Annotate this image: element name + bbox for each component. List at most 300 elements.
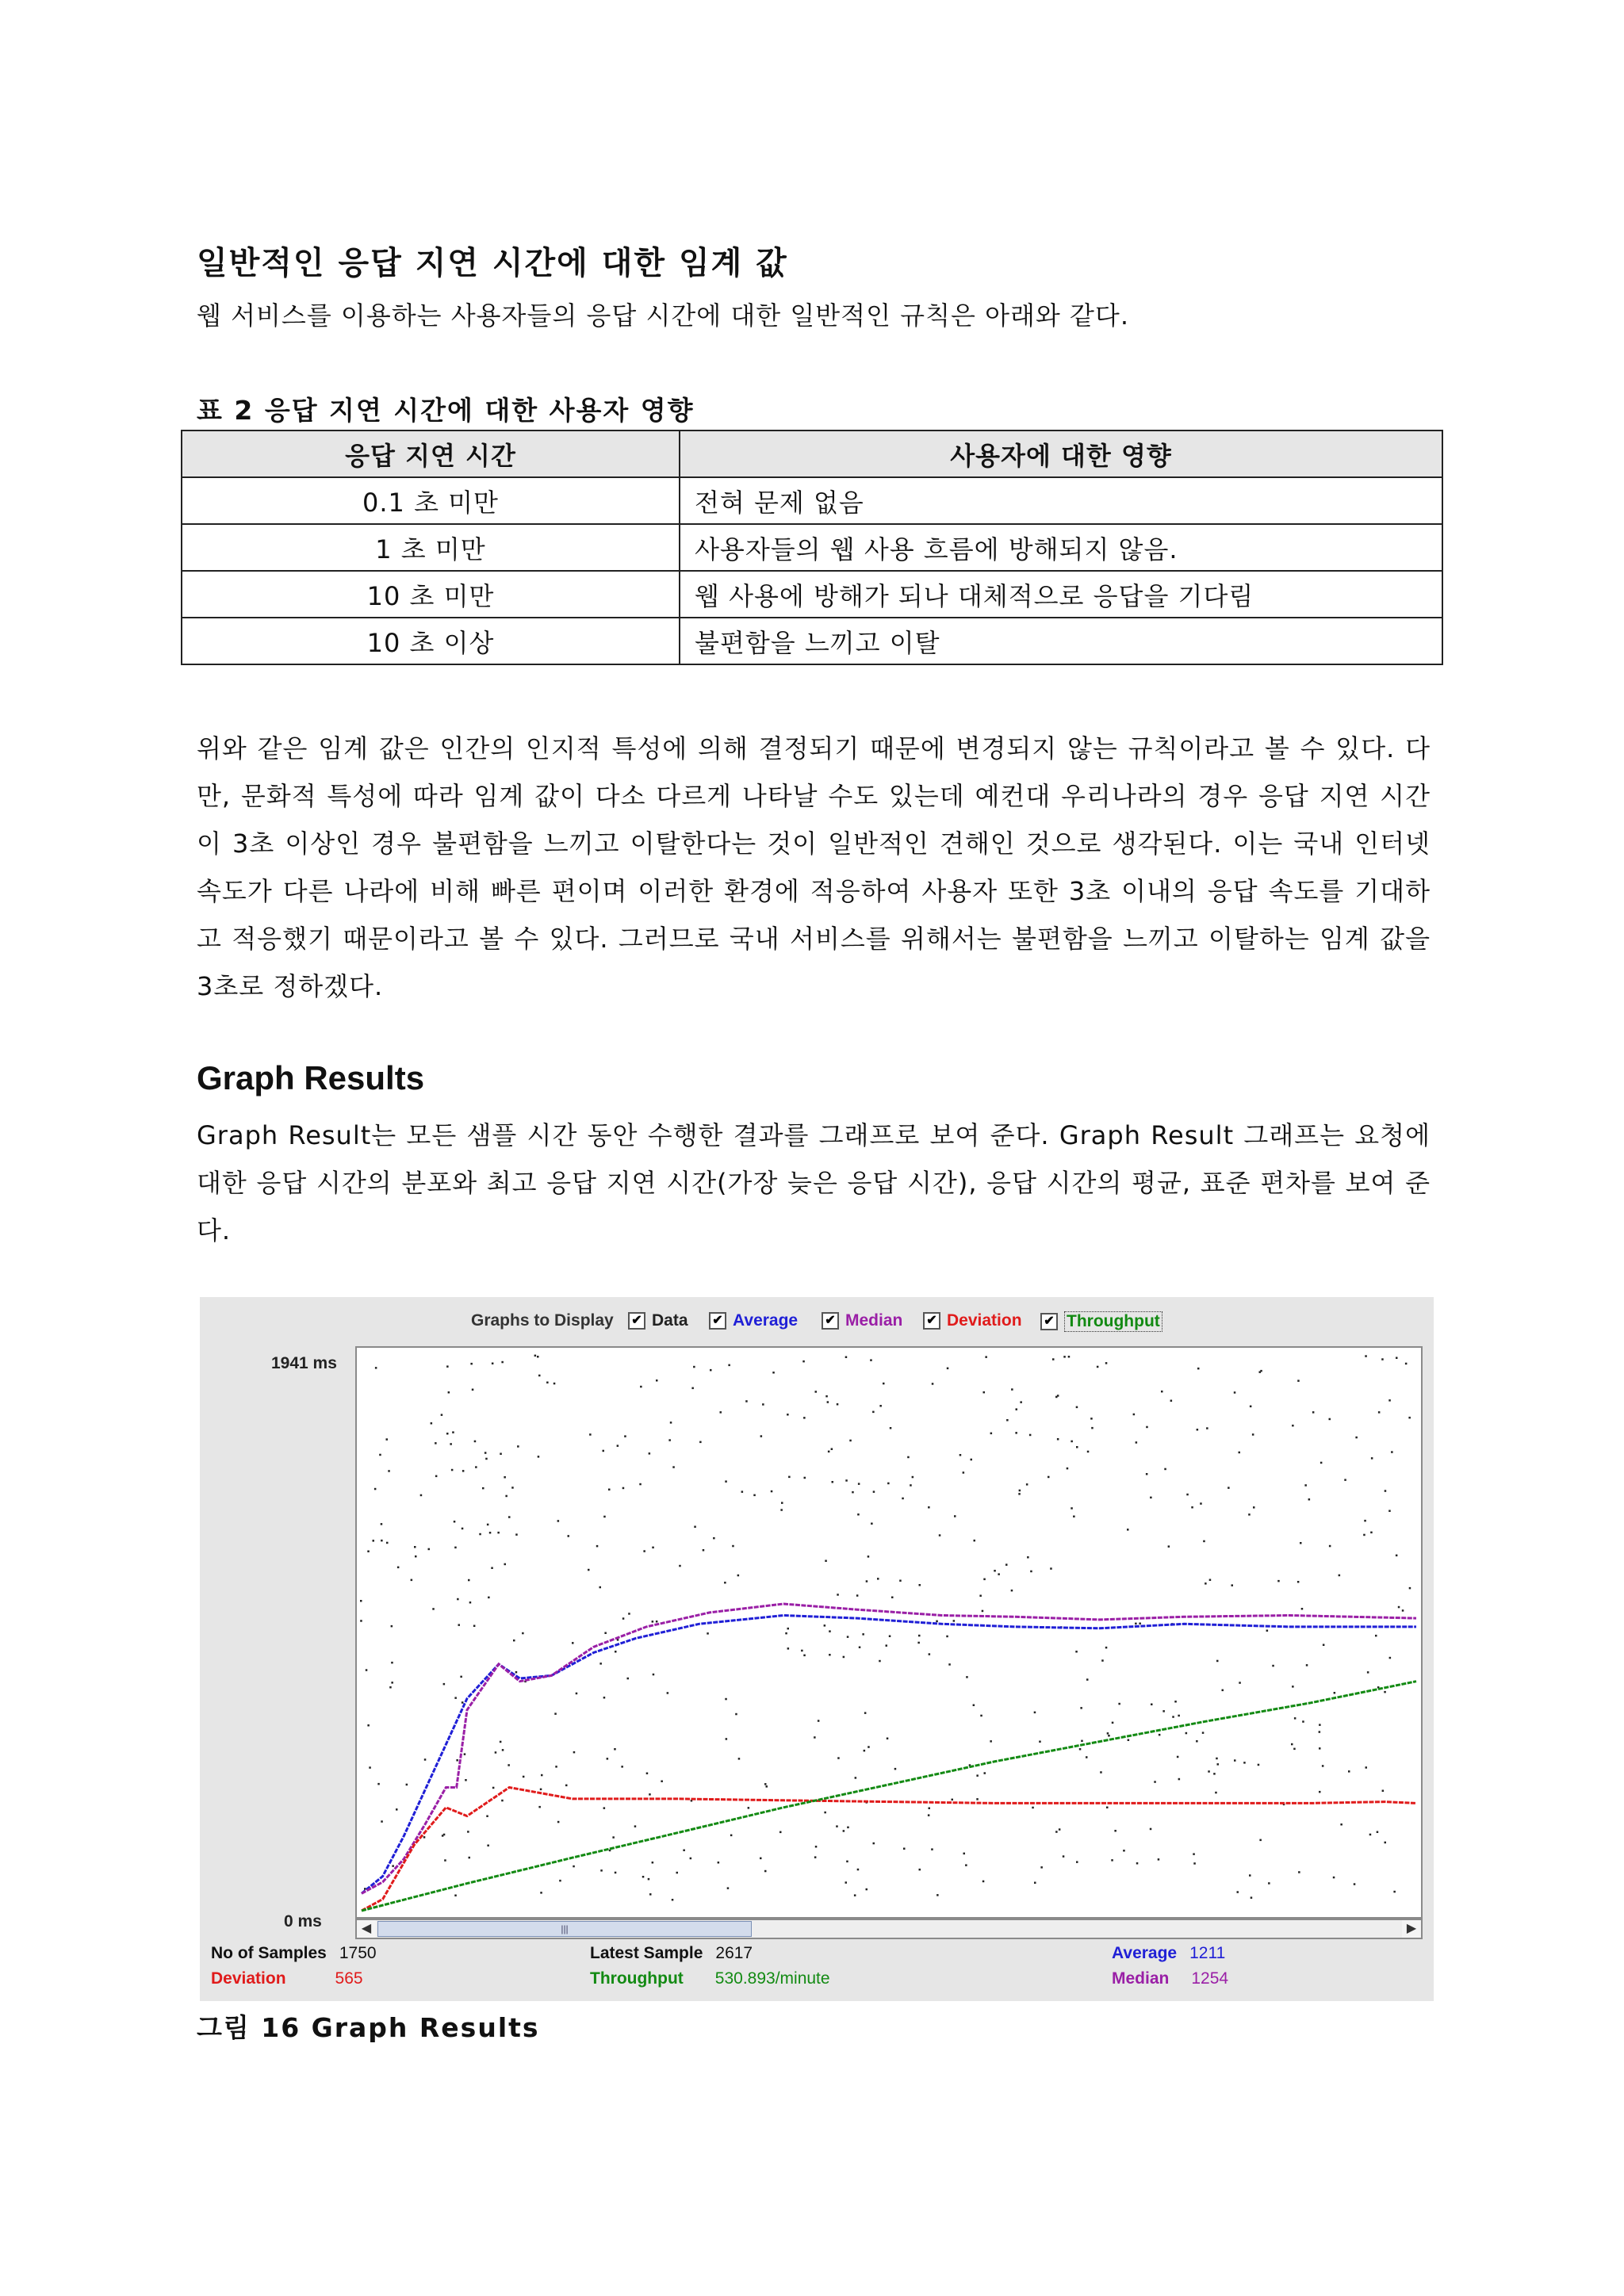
series-line-deviation [362, 1788, 1416, 1911]
checkbox-data-box[interactable]: ✔ [628, 1312, 645, 1330]
data-sample-point [614, 1748, 616, 1751]
data-sample-point [615, 1872, 617, 1874]
data-sample-point [469, 1857, 471, 1859]
data-sample-point [1057, 1395, 1059, 1397]
response-time-table [181, 430, 1443, 665]
scroll-left-button[interactable]: ◀ [357, 1920, 376, 1938]
data-sample-point [936, 1894, 939, 1896]
data-sample-point [1258, 1764, 1260, 1766]
data-sample-point [1319, 1791, 1321, 1793]
data-sample-point [845, 1479, 848, 1482]
data-sample-point [1304, 1484, 1307, 1487]
data-sample-point [862, 1633, 864, 1636]
data-sample-point [735, 1713, 737, 1716]
data-sample-point [985, 1356, 987, 1358]
data-sample-point [737, 1575, 740, 1577]
data-sample-point [1139, 1623, 1141, 1625]
data-sample-point [448, 1391, 450, 1394]
data-sample-point [612, 1836, 615, 1839]
scroll-thumb[interactable] [377, 1921, 752, 1937]
data-sample-point [1293, 1748, 1296, 1751]
data-sample-point [1071, 1441, 1073, 1443]
data-sample-point [1231, 1584, 1234, 1586]
table-row [182, 571, 1442, 618]
data-sample-point [1209, 1579, 1212, 1582]
data-sample-point [492, 1787, 495, 1789]
data-sample-point [652, 1621, 654, 1623]
data-sample-point [1291, 1743, 1293, 1746]
data-sample-point [1292, 1425, 1294, 1427]
data-sample-point [379, 1454, 381, 1456]
data-sample-point [360, 1600, 362, 1602]
data-sample-point [1086, 1756, 1088, 1758]
data-sample-point [1076, 1406, 1078, 1409]
data-sample-point [1312, 1411, 1315, 1414]
data-sample-point [1150, 1497, 1152, 1499]
data-sample-point [397, 1567, 400, 1569]
data-sample-point [1196, 1740, 1198, 1743]
intro-paragraph: 웹 서비스를 이용하는 사용자들의 응답 시간에 대한 일반적인 규칙은 아래와 같다. [197, 300, 1129, 331]
data-sample-point [511, 1487, 514, 1489]
data-sample-point [576, 1693, 578, 1695]
data-sample-point [1146, 1473, 1148, 1475]
data-sample-point [1016, 1408, 1018, 1410]
data-sample-point [414, 1546, 416, 1548]
data-sample-point [803, 1655, 806, 1657]
data-sample-point [1294, 1717, 1297, 1720]
data-sample-point [502, 1749, 504, 1751]
data-sample-point [475, 1466, 477, 1468]
data-sample-point [1100, 1771, 1102, 1774]
data-sample-point [1319, 1747, 1321, 1750]
data-sample-point [1136, 1862, 1139, 1865]
data-sample-point [1297, 1380, 1300, 1382]
data-sample-point [482, 1487, 485, 1490]
data-sample-point [517, 1445, 519, 1448]
data-sample-point [391, 1625, 393, 1628]
data-sample-point [589, 1433, 592, 1436]
data-sample-point [1034, 1712, 1036, 1714]
data-sample-point [1300, 1542, 1302, 1544]
data-sample-point [596, 1545, 599, 1548]
data-sample-point [720, 1411, 722, 1414]
data-sample-point [559, 1880, 561, 1882]
data-sample-point [1048, 1476, 1050, 1479]
data-sample-point [866, 1888, 868, 1891]
data-sample-point [1158, 1858, 1160, 1861]
data-sample-point [1298, 1871, 1300, 1873]
data-sample-point [760, 1435, 763, 1437]
data-sample-point [1091, 1427, 1094, 1429]
data-sample-point [627, 1678, 630, 1680]
table-cell: 사용자들의 웹 사용 흐름에 방해되지 않음. [680, 524, 1442, 571]
data-sample-point [748, 1807, 750, 1809]
data-sample-point [779, 1831, 782, 1834]
data-sample-point [667, 1692, 669, 1694]
data-sample-point [1020, 1401, 1022, 1403]
data-sample-point [672, 1899, 674, 1901]
data-sample-point [852, 1491, 854, 1494]
data-sample-point [467, 1831, 469, 1833]
data-sample-point [707, 1632, 709, 1635]
data-sample-point [899, 1580, 902, 1582]
stat-average-label: Average [1112, 1944, 1178, 1962]
data-sample-point [1105, 1647, 1108, 1649]
data-sample-point [1151, 1704, 1153, 1706]
data-sample-point [1080, 1707, 1082, 1709]
data-sample-point [1105, 1362, 1108, 1364]
series-line-average [362, 1616, 1416, 1894]
data-sample-point [406, 1784, 408, 1786]
data-sample-point [1068, 1356, 1071, 1358]
data-sample-point [1162, 1710, 1165, 1712]
data-sample-point [603, 1450, 605, 1452]
data-sample-point [1071, 1507, 1073, 1510]
data-sample-point [1385, 1842, 1387, 1844]
data-sample-point [649, 1793, 651, 1796]
data-sample-point [1292, 1686, 1294, 1688]
data-sample-point [588, 1569, 590, 1571]
data-sample-point [1114, 1830, 1116, 1832]
data-sample-point [554, 1712, 557, 1715]
data-sample-point [1090, 1418, 1093, 1420]
data-sample-point [1389, 1657, 1392, 1659]
section-heading-thresholds: 일반적인 응답 지연 시간에 대한 임계 값 [197, 245, 788, 281]
data-sample-point [847, 1827, 849, 1829]
data-sample-point [538, 1456, 540, 1458]
graphs-to-display-bar [200, 1305, 1434, 1337]
data-sample-point [1391, 1451, 1393, 1453]
data-sample-point [879, 1405, 882, 1407]
data-sample-point [1172, 1716, 1174, 1718]
scroll-right-button[interactable]: ▶ [1402, 1920, 1421, 1938]
data-sample-point [1369, 1834, 1372, 1836]
data-sample-point [1402, 1609, 1404, 1612]
data-sample-point [443, 1683, 446, 1686]
data-sample-point [572, 1642, 574, 1644]
data-sample-point [907, 1456, 910, 1459]
data-sample-point [1026, 1483, 1028, 1486]
data-sample-point [1081, 1740, 1083, 1743]
data-sample-point [1107, 1732, 1109, 1735]
data-sample-point [928, 1814, 930, 1816]
data-sample-point [670, 1422, 672, 1424]
data-sample-point [857, 1869, 860, 1871]
stat-no-of-samples [211, 1944, 377, 1963]
data-sample-point [411, 1579, 413, 1582]
data-sample-point [824, 1624, 826, 1627]
data-sample-point [432, 1608, 435, 1610]
data-sample-point [1306, 1664, 1308, 1667]
data-sample-point [1252, 1433, 1254, 1436]
data-sample-point [1268, 1882, 1270, 1885]
data-sample-point [953, 1620, 956, 1622]
data-sample-point [983, 1578, 986, 1581]
data-sample-point [845, 1357, 848, 1359]
data-sample-point [980, 1715, 982, 1717]
data-sample-point [1319, 1731, 1321, 1733]
data-sample-point [462, 1528, 464, 1530]
stat-samples-label: No of Samples [211, 1944, 327, 1962]
data-sample-point [603, 1516, 606, 1518]
checkbox-median[interactable] [822, 1311, 902, 1330]
data-sample-point [1405, 1363, 1408, 1365]
data-sample-point [491, 1567, 493, 1570]
table-header-cell: 응답 지연 시간 [182, 430, 680, 477]
data-sample-point [1319, 1724, 1321, 1726]
data-sample-point [887, 1483, 890, 1485]
data-sample-point [787, 1414, 789, 1416]
data-sample-point [725, 1698, 727, 1701]
data-sample-point [780, 1509, 783, 1511]
data-sample-point [741, 1490, 744, 1493]
data-sample-point [1393, 1891, 1396, 1893]
data-sample-point [963, 1853, 966, 1855]
data-sample-point [500, 1453, 502, 1456]
data-sample-point [887, 1738, 889, 1740]
data-sample-point [485, 1458, 488, 1460]
data-sample-point [469, 1601, 472, 1604]
data-sample-point [1378, 1411, 1381, 1414]
data-sample-point [1034, 1882, 1036, 1885]
data-sample-point [966, 1676, 968, 1678]
data-sample-point [1067, 1468, 1069, 1470]
checkbox-average-box[interactable]: ✔ [709, 1312, 726, 1330]
data-sample-point [864, 1750, 866, 1752]
data-sample-point [621, 1766, 623, 1768]
data-sample-point [1111, 1859, 1113, 1862]
data-sample-point [883, 1383, 885, 1385]
data-sample-point [441, 1414, 443, 1416]
data-sample-point [1191, 1506, 1193, 1509]
data-sample-point [1216, 1660, 1219, 1663]
data-sample-point [1363, 1534, 1365, 1536]
table-cell: 불편함을 느끼고 이탈 [680, 618, 1442, 664]
figure-caption: 그림 16 Graph Results [197, 2012, 540, 2043]
data-sample-point [1239, 1452, 1241, 1454]
data-sample-point [983, 1391, 986, 1394]
data-sample-point [653, 1674, 655, 1676]
data-sample-point [1015, 1432, 1017, 1434]
data-sample-point [979, 1595, 982, 1598]
data-sample-point [912, 1476, 914, 1479]
data-sample-point [870, 1359, 872, 1361]
graph-results-chart [357, 1348, 1421, 1917]
checkbox-throughput[interactable] [1040, 1311, 1162, 1332]
data-sample-point [1208, 1770, 1210, 1773]
data-sample-point [1079, 1748, 1082, 1751]
data-sample-point [1302, 1720, 1304, 1723]
data-sample-point [501, 1361, 504, 1364]
data-sample-point [815, 1391, 818, 1393]
data-sample-point [1322, 1765, 1324, 1767]
data-sample-point [990, 1740, 992, 1743]
table-row [182, 524, 1442, 571]
data-sample-point [801, 1650, 803, 1652]
data-sample-point [929, 1808, 931, 1810]
data-sample-point [1259, 1371, 1262, 1373]
data-sample-point [1213, 1773, 1216, 1775]
data-sample-point [1217, 1763, 1220, 1766]
data-sample-point [1011, 1388, 1013, 1391]
data-sample-point [462, 1701, 464, 1704]
data-sample-point [1146, 1426, 1148, 1429]
data-sample-point [381, 1820, 383, 1823]
data-sample-point [367, 1724, 370, 1727]
data-sample-point [917, 1642, 920, 1644]
data-sample-point [460, 1676, 462, 1678]
data-sample-point [866, 1580, 868, 1582]
data-sample-point [760, 1858, 762, 1860]
data-sample-point [1197, 1429, 1199, 1431]
data-sample-point [868, 1556, 870, 1558]
data-sample-point [1006, 1419, 1009, 1422]
data-sample-point [1375, 1635, 1377, 1637]
data-sample-point [652, 1547, 654, 1549]
data-sample-point [599, 1586, 602, 1589]
data-sample-point [1320, 1462, 1323, 1464]
data-sample-point [1243, 1762, 1246, 1764]
data-sample-point [1340, 1823, 1342, 1826]
data-sample-point [903, 1848, 906, 1850]
data-sample-point [856, 1594, 859, 1597]
data-sample-point [369, 1766, 371, 1769]
checkbox-deviation-box[interactable]: ✔ [923, 1312, 940, 1330]
data-sample-point [1170, 1400, 1173, 1402]
data-sample-point [1197, 1368, 1200, 1370]
data-sample-point [381, 1523, 383, 1525]
data-sample-point [947, 1368, 949, 1370]
data-sample-point [515, 1671, 518, 1674]
data-sample-point [982, 1610, 984, 1613]
data-sample-point [672, 1466, 675, 1468]
data-sample-point [815, 1846, 818, 1848]
data-sample-point [1057, 1438, 1059, 1441]
data-sample-point [857, 1513, 860, 1516]
checkbox-deviation[interactable] [923, 1311, 1022, 1330]
data-sample-point [1367, 1671, 1369, 1674]
data-sample-point [1370, 1532, 1373, 1534]
data-sample-point [1030, 1571, 1032, 1573]
data-sample-point [557, 1821, 560, 1823]
data-sample-point [724, 1582, 726, 1584]
data-sample-point [1329, 1418, 1331, 1421]
data-sample-point [691, 1387, 694, 1390]
data-sample-point [546, 1382, 549, 1384]
data-sample-point [456, 1759, 458, 1762]
data-sample-point [1228, 1487, 1230, 1489]
data-sample-point [919, 1869, 921, 1871]
data-sample-point [424, 1758, 427, 1761]
data-sample-point [1249, 1874, 1251, 1877]
data-sample-point [690, 1858, 692, 1860]
checkbox-throughput-box[interactable]: ✔ [1040, 1313, 1058, 1330]
data-sample-point [990, 1433, 993, 1435]
data-sample-point [1301, 1608, 1304, 1610]
data-sample-point [504, 1563, 507, 1566]
data-sample-point [374, 1488, 377, 1490]
data-sample-point [859, 1647, 861, 1649]
data-sample-point [435, 1442, 437, 1445]
checkbox-median-box[interactable]: ✔ [822, 1312, 839, 1330]
stat-average [1112, 1944, 1225, 1963]
data-sample-point [843, 1656, 845, 1659]
checkbox-deviation-label: Deviation [947, 1311, 1022, 1330]
data-sample-point [508, 1764, 510, 1766]
data-sample-point [652, 1862, 654, 1864]
data-sample-point [656, 1621, 658, 1623]
data-sample-point [693, 1366, 695, 1368]
table-cell: 1 초 미만 [182, 524, 680, 571]
data-sample-point [1339, 1575, 1341, 1577]
data-sample-point [1161, 1391, 1163, 1393]
data-sample-point [1027, 1556, 1029, 1559]
data-sample-point [523, 1776, 525, 1778]
data-sample-point [1205, 1582, 1207, 1585]
data-sample-point [451, 1469, 454, 1471]
data-sample-point [1409, 1587, 1411, 1590]
scroll-thumb-grip: ||| [561, 1923, 569, 1934]
data-sample-point [603, 1697, 606, 1699]
data-sample-point [1128, 1739, 1130, 1742]
data-sample-point [643, 1550, 645, 1552]
data-sample-point [389, 1686, 392, 1689]
data-sample-point [919, 1584, 921, 1586]
data-sample-point [873, 1843, 875, 1845]
data-sample-point [1251, 1896, 1253, 1899]
data-sample-point [1388, 1399, 1391, 1402]
section-heading-graph-results: Graph Results [197, 1059, 425, 1096]
data-sample-point [1308, 1498, 1311, 1501]
data-sample-point [470, 1363, 473, 1365]
data-sample-point [603, 1807, 606, 1809]
data-sample-point [442, 1835, 444, 1837]
checkbox-data[interactable] [628, 1311, 688, 1330]
data-sample-point [391, 1662, 393, 1664]
data-sample-point [683, 1850, 685, 1852]
data-sample-point [946, 1636, 948, 1638]
data-sample-point [766, 1785, 768, 1788]
data-sample-point [386, 1438, 389, 1441]
data-sample-point [1039, 1741, 1041, 1743]
data-sample-point [1323, 1644, 1325, 1647]
data-sample-point [373, 1540, 375, 1542]
data-sample-point [501, 1800, 504, 1802]
body-paragraph-thresholds: 위와 같은 임계 값은 인간의 인지적 특성에 의해 결정되기 때문에 변경되지 않는 규칙이라고 볼 수 있다. 다만, 문화적 특성에 따라 임계 값이 다소 다르게 나타날 수도 있는데 예컨대 우리나라의 경우 응답 지연 시간이 3초 이상인 경우 불편함을 느끼고 이탈한다는 것이 일반적인 견해인 것으로 생각된다. 이는 국내 인터넷 속도가 다른 나라에 비해 빠른 편이며 이러한 환경에 적응하여 사용자 또한 3초 이내의 응답 속도를 기대하고 적응했기 때문이라고 볼 수 있다. 그러므로 국내 서비스를 위해서는 불편함을 느끼고 이탈하는 임계 값을 3초로 정하겠다. [197, 733, 1431, 1001]
data-sample-point [1164, 1468, 1166, 1471]
data-sample-point [847, 1636, 849, 1638]
y-axis-max-label: 1941 ms [271, 1354, 337, 1372]
data-sample-point [668, 1439, 671, 1441]
data-sample-point [1087, 1451, 1090, 1453]
data-sample-point [1154, 1781, 1156, 1783]
graph-horizontal-scrollbar[interactable] [355, 1919, 1423, 1939]
data-sample-point [854, 1894, 856, 1896]
table-cell: 10 초 이상 [182, 618, 680, 664]
checkbox-average[interactable] [709, 1311, 798, 1330]
data-sample-point [814, 1856, 817, 1858]
data-sample-point [1253, 1506, 1255, 1509]
data-sample-point [849, 1440, 852, 1442]
table-cell: 10 초 미만 [182, 571, 680, 618]
data-sample-point [1168, 1545, 1170, 1548]
stat-median-value: 1254 [1191, 1969, 1229, 1988]
data-sample-point [1202, 1732, 1205, 1734]
data-sample-point [1377, 1831, 1379, 1834]
data-sample-point [1097, 1366, 1099, 1368]
data-sample-point [622, 1487, 625, 1490]
data-sample-point [877, 1578, 879, 1580]
